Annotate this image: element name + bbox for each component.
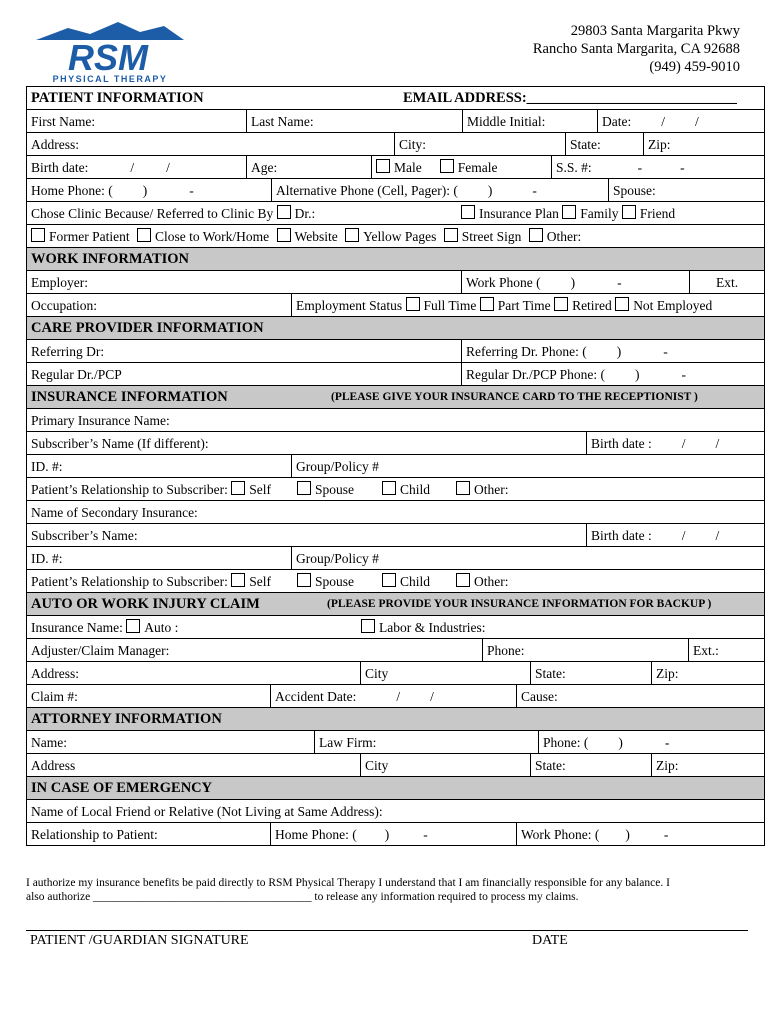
retired-checkbox[interactable]	[554, 297, 568, 311]
section-title-auto: AUTO OR WORK INJURY CLAIM	[31, 596, 260, 612]
auto-address-field[interactable]: Address:	[27, 662, 361, 684]
full-label: Full Time	[423, 298, 477, 313]
insurance-note: (PLEASE GIVE YOUR INSURANCE CARD TO THE RECEPTIONIST )	[331, 391, 698, 403]
paren: )	[570, 275, 576, 290]
work-header-row	[27, 248, 764, 271]
relationship-field[interactable]: Relationship to Patient:	[27, 823, 271, 845]
claim-field[interactable]: Claim #:	[27, 685, 271, 707]
slash: /	[166, 160, 170, 175]
employer-field[interactable]: Employer:	[27, 271, 462, 293]
paren: )	[616, 344, 622, 359]
spouse-label: Spouse	[314, 482, 354, 497]
attorney-state-field[interactable]: State:	[531, 754, 652, 776]
logo-text: RSM	[68, 37, 148, 78]
attorney-city-field[interactable]: City	[361, 754, 531, 776]
clinic-reason-row	[27, 202, 764, 225]
website-checkbox[interactable]	[277, 228, 291, 242]
self-checkbox[interactable]	[231, 573, 245, 587]
address-line2: Rancho Santa Margarita, CA 92688	[532, 41, 740, 57]
zip-field[interactable]: Zip:	[648, 137, 671, 152]
male-label: Male	[394, 160, 422, 175]
id-field[interactable]: ID. #:	[27, 455, 292, 477]
regular-dr-field[interactable]: Regular Dr./PCP	[27, 363, 462, 385]
part-label: Part Time	[497, 298, 551, 313]
relationship-options	[27, 478, 764, 500]
regular-phone-field[interactable]	[462, 363, 764, 385]
auto-note: (PLEASE PROVIDE YOUR INSURANCE INFORMATION FOR BACKUP )	[327, 598, 712, 610]
dash: -	[423, 827, 428, 842]
cause-field[interactable]: Cause:	[521, 689, 558, 704]
friend-label: Friend	[639, 206, 676, 221]
employer-row	[27, 271, 764, 294]
paren: )	[625, 827, 630, 842]
state-field[interactable]: State:	[566, 133, 644, 155]
relationship2-options	[27, 570, 764, 592]
section-title-work: WORK INFORMATION	[31, 251, 190, 267]
section-title-insurance: INSURANCE INFORMATION	[31, 389, 228, 405]
paren: )	[635, 367, 640, 382]
address-phone: (949) 459-9010	[649, 59, 740, 75]
section-title-patient: PATIENT INFORMATION	[31, 90, 204, 106]
subscriber-birth-field[interactable]	[587, 432, 764, 454]
ssn-field[interactable]	[552, 156, 764, 178]
section-title-attorney: ATTORNEY INFORMATION	[31, 711, 222, 727]
auto-city-field[interactable]: City	[361, 662, 531, 684]
dash: -	[617, 275, 622, 290]
date-label: Date:	[602, 114, 632, 129]
primary-insurance-field[interactable]: Primary Insurance Name:	[31, 413, 170, 428]
slash: /	[715, 436, 720, 451]
attorney-phone-field[interactable]	[539, 731, 764, 753]
care-header-row	[27, 317, 764, 340]
work-phone-field[interactable]	[462, 271, 690, 293]
clinic-address	[533, 22, 740, 76]
slash: /	[681, 528, 686, 543]
other-checkbox[interactable]	[529, 228, 543, 242]
other-label: Other:	[546, 229, 582, 244]
section-title-care: CARE PROVIDER INFORMATION	[31, 320, 264, 336]
insurance-header-row	[27, 386, 764, 409]
child-checkbox[interactable]	[382, 481, 396, 495]
attorney-address-row	[27, 754, 764, 777]
subscriber-name-field[interactable]: Subscriber’s Name (If different):	[27, 432, 587, 454]
address-field[interactable]: Address:	[27, 133, 395, 155]
referring-dr-field[interactable]: Referring Dr:	[27, 340, 462, 362]
secondary-insurance-field[interactable]: Name of Secondary Insurance:	[31, 505, 198, 520]
attorney-zip-field[interactable]: Zip:	[656, 758, 679, 773]
street-sign-checkbox[interactable]	[444, 228, 458, 242]
reg-phone-label: Regular Dr./PCP Phone: (	[466, 367, 606, 382]
dash: -	[189, 183, 194, 198]
authorization-line1: I authorize my insurance benefits be paid directly to RSM Physical Therapy I understand that I am financially responsible for any balance. I	[26, 877, 670, 889]
subscriber2-name-field[interactable]: Subscriber’s Name:	[27, 524, 587, 546]
last-name-field[interactable]: Last Name:	[247, 110, 463, 132]
attorney-address-field[interactable]: Address	[27, 754, 361, 776]
auto-address-row	[27, 662, 764, 685]
referred-by	[27, 202, 457, 224]
dash: -	[663, 344, 668, 359]
signature-label: PATIENT /GUARDIAN SIGNATURE	[30, 933, 249, 948]
home-phone-field[interactable]	[27, 179, 272, 201]
email-address-field[interactable]: EMAIL ADDRESS:_____________________________	[403, 90, 737, 106]
accident-label: Accident Date:	[275, 689, 357, 704]
employment-status	[292, 294, 764, 316]
insurance-name-field	[27, 616, 357, 638]
self-label: Self	[249, 482, 271, 497]
relationship2-row	[27, 570, 764, 593]
source-row	[27, 225, 764, 248]
labor-industries	[357, 616, 764, 638]
logo-graphic	[28, 18, 192, 84]
insurance-plan-checkbox[interactable]	[461, 205, 475, 219]
relationship-label: Patient’s Relationship to Subscriber:	[31, 482, 228, 497]
spouse-label: Spouse	[314, 574, 354, 589]
status-label: Employment Status	[296, 298, 403, 313]
full-time-checkbox[interactable]	[406, 297, 420, 311]
subscriber-row	[27, 432, 764, 455]
child-label: Child	[400, 574, 431, 589]
referral-options	[457, 202, 764, 224]
home-phone-label: Home Phone: (	[31, 183, 113, 198]
local-friend-row	[27, 800, 764, 823]
child-label: Child	[400, 482, 431, 497]
name-row	[27, 110, 764, 133]
emergency-relationship-row	[27, 823, 764, 846]
emergency-work-phone[interactable]	[517, 823, 764, 845]
birth-date-field[interactable]	[27, 156, 247, 178]
dash: -	[663, 827, 669, 842]
relationship-label: Patient’s Relationship to Subscriber:	[31, 574, 228, 589]
ext-field[interactable]: Ext.	[716, 275, 739, 290]
date-label: DATE	[532, 933, 568, 948]
yellow-label: Yellow Pages	[363, 229, 437, 244]
labor-checkbox[interactable]	[361, 619, 375, 633]
paren: )	[142, 183, 148, 198]
first-name-field[interactable]: First Name:	[27, 110, 247, 132]
auto-zip-field[interactable]: Zip:	[656, 666, 679, 681]
rsm-logo	[28, 18, 192, 84]
other-label: Other:	[474, 482, 509, 497]
secondary-row	[27, 501, 764, 524]
referring-phone-field[interactable]	[462, 340, 764, 362]
close-to-work-checkbox[interactable]	[137, 228, 151, 242]
female-checkbox[interactable]	[440, 159, 454, 173]
street-label: Street Sign	[461, 229, 522, 244]
emergency-header-row	[27, 777, 764, 800]
emergency-home-phone[interactable]	[271, 823, 517, 845]
family-label: Family	[580, 206, 619, 221]
birth-label: Birth date :	[591, 528, 652, 543]
group-policy-field[interactable]: Group/Policy #	[296, 459, 379, 474]
alt-phone-field[interactable]	[272, 179, 609, 201]
middle-initial-field[interactable]: Middle Initial:	[463, 110, 598, 132]
work-phone-label: Work Phone (	[466, 275, 541, 290]
gender-field	[372, 156, 552, 178]
adjuster-ext-field[interactable]: Ext.:	[693, 643, 719, 658]
relationship-row	[27, 478, 764, 501]
former-patient-checkbox[interactable]	[31, 228, 45, 242]
law-firm-field[interactable]: Law Firm:	[315, 731, 539, 753]
attorney-name-field[interactable]: Name:	[27, 731, 315, 753]
ss-label: S.S. #:	[556, 160, 592, 175]
insurance-plan-label: Insurance Plan	[479, 206, 559, 221]
ins-name-label: Insurance Name:	[31, 620, 123, 635]
group2-policy-field[interactable]: Group/Policy #	[296, 551, 379, 566]
signature-line	[26, 930, 748, 931]
date-field[interactable]	[598, 110, 764, 132]
other-checkbox[interactable]	[456, 481, 470, 495]
date-slash: /	[661, 114, 666, 129]
insurance-name-row	[27, 616, 764, 639]
paren: )	[487, 183, 493, 198]
birth-row	[27, 156, 764, 179]
date-slash: /	[695, 114, 699, 129]
referring-row	[27, 340, 764, 363]
logo-subtitle: PHYSICAL THERAPY	[52, 74, 168, 84]
authorization-line2: also authorize ______________________________________ to release any information required to process my claims.	[26, 891, 579, 903]
not-employed-checkbox[interactable]	[615, 297, 629, 311]
dash: -	[637, 160, 643, 175]
dash: -	[680, 160, 685, 175]
dash: -	[681, 367, 687, 382]
ref-phone-label: Referring Dr. Phone: (	[466, 344, 587, 359]
website-label: Website	[294, 229, 338, 244]
auto-label: Auto :	[144, 620, 179, 635]
city-field[interactable]: City:	[395, 133, 566, 155]
adjuster-row	[27, 639, 764, 662]
attorney-name-row	[27, 731, 764, 754]
birth-label: Birth date :	[591, 436, 652, 451]
subscriber2-birth-field[interactable]	[587, 524, 764, 546]
attorney-header-row	[27, 708, 764, 731]
section-title-emergency: IN CASE OF EMERGENCY	[31, 780, 213, 796]
address-row	[27, 133, 764, 156]
part-time-checkbox[interactable]	[480, 297, 494, 311]
id-row	[27, 455, 764, 478]
home-phone-label: Home Phone: (	[275, 827, 357, 842]
primary-row	[27, 409, 764, 432]
phone-row	[27, 179, 764, 202]
former-label: Former Patient	[49, 229, 130, 244]
address-line1: 29803 Santa Margarita Pkwy	[570, 23, 740, 39]
female-label: Female	[457, 160, 498, 175]
patient-info-header-row	[27, 87, 764, 110]
family-checkbox[interactable]	[562, 205, 576, 219]
paren: )	[618, 735, 623, 750]
occupation-row	[27, 294, 764, 317]
friend-checkbox[interactable]	[622, 205, 636, 219]
authorization-text	[26, 876, 750, 904]
occupation-field[interactable]: Occupation:	[27, 294, 292, 316]
accident-date-field[interactable]	[271, 685, 517, 707]
patient-form	[26, 86, 765, 846]
local-friend-field[interactable]: Name of Local Friend or Relative (Not Living at Same Address):	[31, 804, 383, 819]
claim-row	[27, 685, 764, 708]
attorney-phone-label: Phone: (	[543, 735, 589, 750]
spouse-checkbox[interactable]	[297, 573, 311, 587]
slash: /	[396, 689, 401, 704]
child-checkbox[interactable]	[382, 573, 396, 587]
dash: -	[664, 735, 670, 750]
dash: -	[532, 183, 537, 198]
id2-row	[27, 547, 764, 570]
work-phone-label: Work Phone: (	[521, 827, 600, 842]
source-options	[27, 225, 764, 247]
slash: /	[130, 160, 135, 175]
other-label: Other:	[474, 574, 509, 589]
retired-label: Retired	[572, 298, 612, 313]
adjuster-phone-field[interactable]: Phone:	[483, 639, 689, 661]
clinic-label: Chose Clinic Because/ Referred to Clinic By	[31, 206, 274, 221]
adjuster-field[interactable]: Adjuster/Claim Manager:	[27, 639, 483, 661]
age-field[interactable]: Age:	[247, 156, 372, 178]
paren: )	[384, 827, 390, 842]
auto-checkbox[interactable]	[126, 619, 140, 633]
subscriber2-row	[27, 524, 764, 547]
not-employed-label: Not Employed	[633, 298, 713, 313]
id2-field[interactable]: ID. #:	[27, 547, 292, 569]
spouse-field[interactable]: Spouse:	[613, 183, 656, 198]
self-checkbox[interactable]	[231, 481, 245, 495]
other-checkbox[interactable]	[456, 573, 470, 587]
dr-checkbox[interactable]	[277, 205, 291, 219]
spouse-checkbox[interactable]	[297, 481, 311, 495]
slash: /	[430, 689, 434, 704]
slash: /	[715, 528, 720, 543]
labor-label: Labor & Industries:	[379, 620, 486, 635]
slash: /	[681, 436, 686, 451]
male-checkbox[interactable]	[376, 159, 390, 173]
auto-header-row	[27, 593, 764, 616]
close-label: Close to Work/Home	[155, 229, 270, 244]
dr-label: Dr.:	[294, 206, 316, 221]
auto-state-field[interactable]: State:	[531, 662, 652, 684]
yellow-pages-checkbox[interactable]	[345, 228, 359, 242]
alt-phone-label: Alternative Phone (Cell, Pager): (	[276, 183, 458, 198]
self-label: Self	[249, 574, 271, 589]
birth-label: Birth date:	[31, 160, 89, 175]
regular-row	[27, 363, 764, 386]
